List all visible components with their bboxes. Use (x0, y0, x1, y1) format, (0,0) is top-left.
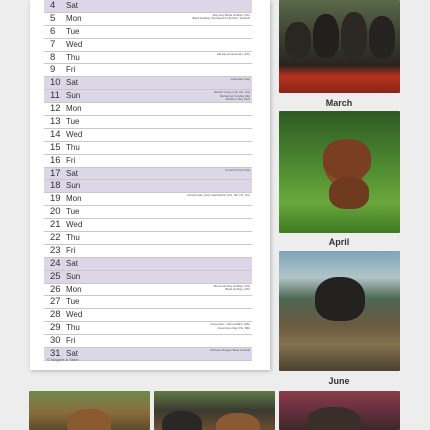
calendar-row (44, 52, 252, 65)
day-of-week: Sun (66, 181, 81, 191)
calendar-row (44, 0, 252, 13)
calendar-row (44, 142, 252, 155)
event-note: May Day Bank Holiday (UK) Bank Holiday (Scotland & Northern Ireland) (192, 12, 250, 21)
day-of-week: Sun (66, 271, 81, 281)
day-of-week: Tue (66, 297, 80, 307)
event-note: Mother's Day (US, AU, CA) Mothering Sunday (IE) Mother's Day (NZ) (213, 90, 250, 102)
calendar-row (44, 193, 252, 206)
calendar-row (44, 64, 252, 77)
day-of-week: Sat (66, 78, 79, 88)
day-number: 28 (50, 309, 61, 321)
day-of-week: Sun (66, 91, 81, 101)
calendar-row (44, 116, 252, 129)
calendar-grid (44, 0, 252, 361)
day-of-week: Wed (66, 39, 83, 49)
calendar-row (44, 271, 252, 284)
day-of-week: Wed (66, 220, 83, 230)
day-of-week: Sat (66, 168, 79, 178)
day-number: 7 (50, 38, 56, 50)
calendar-row (44, 335, 252, 348)
calendar-row (44, 258, 252, 271)
day-number: 4 (50, 0, 56, 11)
day-number: 11 (50, 90, 60, 102)
calendar-row (44, 245, 252, 258)
day-number: 30 (50, 335, 61, 347)
calendar-row (44, 322, 252, 335)
day-of-week: Fri (66, 245, 76, 255)
calendar-row (44, 26, 252, 39)
day-of-week: Wed (66, 129, 83, 139)
calendar-row (44, 219, 252, 232)
calendar-row (44, 90, 252, 103)
photo-march-puppies (279, 0, 400, 93)
calendar-row (44, 232, 252, 245)
day-of-week: Tue (66, 207, 80, 217)
event-note: Chinese Dragon Boat Festival (210, 348, 250, 353)
event-note: Victoria Day (CA) Celebration (AU, NZ, NT, CA) (186, 193, 250, 198)
photo-april-puppy (279, 111, 400, 233)
photo-june-puppy (279, 251, 400, 371)
calendar-row (44, 77, 252, 90)
day-of-week: Fri (66, 65, 76, 75)
caption-march: March (325, 98, 353, 108)
day-of-week: Fri (66, 155, 76, 165)
day-of-week: Thu (66, 142, 80, 152)
day-number: 14 (50, 128, 61, 140)
caption-april: April (328, 237, 350, 247)
day-of-week: Thu (66, 52, 80, 62)
calendar-row (44, 168, 252, 181)
day-number: 21 (50, 219, 61, 231)
day-number: 12 (50, 103, 61, 115)
day-number: 5 (50, 12, 56, 24)
calendar-row (44, 103, 252, 116)
caption-june: June (328, 376, 350, 386)
day-number: 27 (50, 296, 61, 308)
day-number: 20 (50, 206, 61, 218)
day-number: 8 (50, 51, 56, 63)
day-of-week: Thu (66, 323, 80, 333)
day-number: 24 (50, 257, 61, 269)
day-number: 18 (50, 180, 61, 192)
day-of-week: Sat (66, 258, 79, 268)
calendar-row (44, 155, 252, 168)
photo-bottom-1 (29, 391, 150, 430)
day-number: 16 (50, 154, 61, 166)
day-number: 29 (50, 322, 61, 334)
calendar-row (44, 180, 252, 193)
day-of-week: Fri (66, 336, 76, 346)
day-number: 19 (50, 193, 61, 205)
day-number: 9 (50, 64, 56, 76)
day-number: 13 (50, 116, 61, 128)
day-number: 6 (50, 25, 56, 37)
event-note: Liberation Day (230, 77, 250, 82)
day-of-week: Mon (66, 104, 82, 114)
calendar-row (44, 309, 252, 322)
day-number: 22 (50, 232, 61, 244)
calendar-row (44, 39, 252, 52)
calendar-row (44, 129, 252, 142)
day-number: 10 (50, 77, 61, 89)
day-of-week: Sat (66, 1, 79, 10)
photo-bottom-2 (154, 391, 275, 430)
photo-bottom-3 (279, 391, 400, 430)
event-note: VE day Anniversary (UK) (216, 51, 250, 56)
day-of-week: Tue (66, 117, 80, 127)
calendar-row (44, 13, 252, 26)
day-of-week: Wed (66, 310, 83, 320)
day-of-week: Mon (66, 13, 82, 23)
day-number: 25 (50, 270, 61, 282)
day-number: 31 (50, 348, 61, 360)
calendar-row (44, 284, 252, 297)
day-number: 17 (50, 167, 61, 179)
event-note: Ascension / Himmelfahrt (DE) Ascension Day (NL, BE) (210, 322, 250, 330)
calendar-row (44, 206, 252, 219)
calendar-row (44, 296, 252, 309)
day-number: 23 (50, 244, 61, 256)
copyright-text: © Magnet & Steel (47, 357, 79, 362)
day-of-week: Mon (66, 284, 82, 294)
day-of-week: Thu (66, 233, 80, 243)
day-of-week: Mon (66, 194, 82, 204)
event-note: Memorial Day Holiday (US) Bank Holiday (UK) (213, 283, 250, 292)
day-of-week: Sat (66, 349, 79, 359)
event-note: Armed Forces Day (224, 167, 250, 172)
day-number: 26 (50, 283, 61, 295)
day-number: 15 (50, 141, 61, 153)
day-of-week: Tue (66, 26, 80, 36)
calendar-page (30, 0, 270, 370)
